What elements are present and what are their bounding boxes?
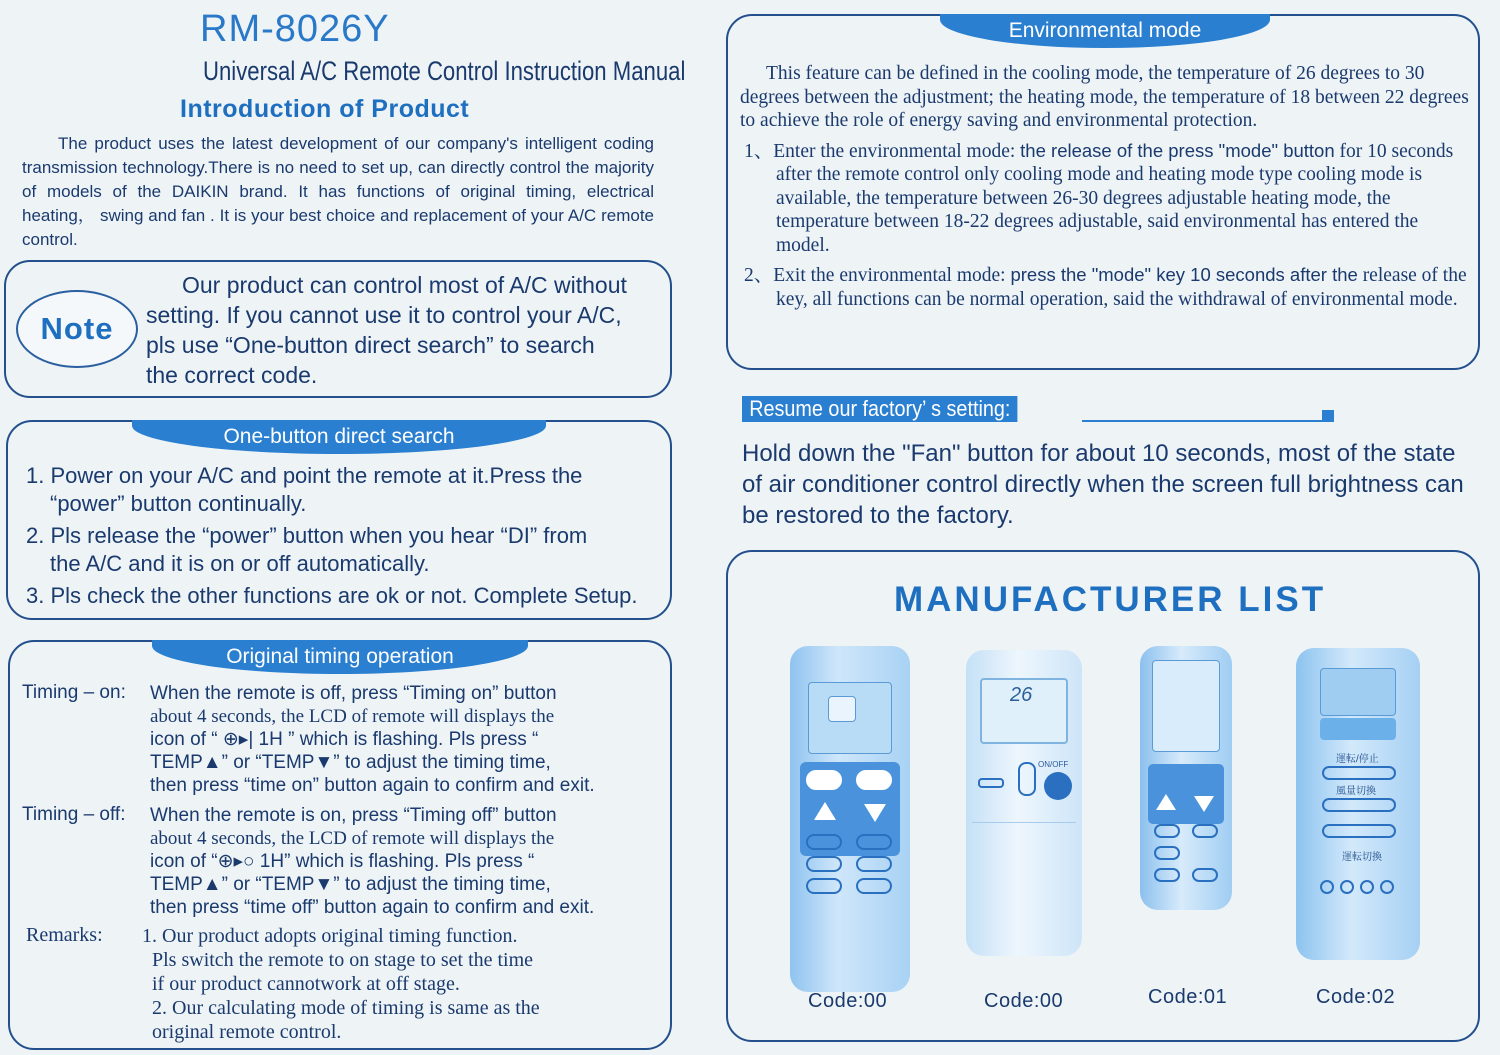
remote-image-1 (790, 646, 910, 992)
lcd-temperature: 26 (1010, 684, 1033, 706)
timing-off-line: TEMP▲” or “TEMP▼” to adjust the timing time, (150, 874, 551, 895)
remote-button (1322, 824, 1396, 838)
timing-off-line: icon of “⊕▸○ 1H” which is flashing. Pls press “ (150, 851, 535, 872)
remote-round-button (1380, 880, 1394, 894)
intro-paragraph (22, 132, 654, 252)
manufacturer-code-1: Code:00 (808, 990, 888, 1012)
remote-lcd (1152, 660, 1220, 752)
temp-down-icon (1194, 796, 1214, 812)
step-emphasis: press the "mode" key 10 seconds after the (1010, 264, 1358, 285)
note-badge: Note (16, 290, 138, 368)
search-step-3: 3. Pls check the other functions are ok or not. Complete Setup. (26, 583, 638, 608)
model-title: RM-8026Y (200, 8, 390, 50)
note-line: pls use “One-button direct search” to search (146, 332, 595, 358)
remote-button (856, 856, 892, 872)
remarks-text (142, 924, 642, 1044)
remark-line: if our product cannotwork at off stage. (152, 973, 460, 995)
environmental-step-1 (740, 139, 1470, 258)
intro-text: The product uses the latest development of our company's intelligent coding transmission technology.There is no need to set up, can directly control the majority of models of the DAIKIN brand. It has functions of original timing, electrical heating， swing and fan . It is your best choice and replacement of your A/C remote control. (22, 134, 654, 249)
search-step-2 (26, 522, 658, 578)
environmental-step-2 (740, 263, 1470, 311)
jp-label-power: 運転/停止 (1336, 754, 1379, 765)
remote-lcd-strip (1320, 718, 1396, 740)
remark-line: 2. Our calculating mode of timing is same as the (152, 997, 540, 1019)
step-prefix: 2、Exit the environmental mode: (744, 265, 1011, 286)
remark-line: Pls switch the remote to on stage to set the time (152, 949, 534, 971)
remote-button (856, 834, 892, 850)
step-rest: for 10 seconds after the remote control only cooling mode and heating mode type cooling mode is available, the temperature between 26-30 degrees adjustable heating mode, the temperature between 18-22 degrees adjustable, said environmental has entered the model. (776, 140, 1454, 256)
remote-button (856, 770, 892, 790)
search-step-line: 2. Pls release the “power” button when you hear “DI” from (26, 523, 588, 548)
onoff-button (1044, 772, 1072, 800)
timing-off-line: When the remote is on, press “Timing off” button (150, 805, 557, 826)
remote-lower-panel (972, 822, 1076, 950)
timing-off-label: Timing – off: (22, 804, 126, 825)
remote-image-2 (966, 650, 1082, 956)
step-emphasis: the release of the press "mode" button (1020, 139, 1335, 161)
timing-on-line: icon of “ ⊕▸| 1H ” which is flashing. Pls press “ (150, 729, 539, 750)
temp-button (1018, 762, 1036, 796)
remote-button (806, 770, 842, 790)
timing-on-line: then press “time on” button again to confirm and exit. (150, 775, 595, 796)
remark-line: original remote control. (152, 1021, 342, 1043)
remote-button (1154, 824, 1180, 838)
timing-on-line: When the remote is off, press “Timing on” button (150, 683, 557, 704)
search-step-line: “power” button continually. (50, 491, 307, 516)
timing-on-line: TEMP▲” or “TEMP▼” to adjust the timing time, (150, 752, 551, 773)
remote-button (856, 878, 892, 894)
resume-section-title: Resume our factory’ s setting: (742, 396, 1018, 422)
remote-button (806, 878, 842, 894)
environmental-section-title: Environmental mode (940, 14, 1270, 48)
environmental-intro: This feature can be defined in the cooling mode, the temperature of 26 degrees to 30 degrees between the adjustment; the heating mode, the temperature of 18 between 22 degrees to achieve the role of energy saving and environmental protection. (740, 63, 1469, 131)
resume-text: Hold down the "Fan" button for about 10 seconds, most of the state of air conditioner control directly when the screen full brightness can be restored to the factory. (742, 440, 1464, 529)
note-line: setting. If you cannot use it to control your A/C, (146, 302, 622, 328)
timing-on-text (150, 682, 658, 797)
remote-button (1322, 766, 1396, 780)
manual-subtitle: Universal A/C Remote Control Instruction Manual (203, 56, 686, 86)
manufacturer-code-4: Code:02 (1316, 986, 1396, 1008)
remote-round-button (1360, 880, 1374, 894)
remote-lcd (1320, 668, 1396, 716)
remote-button (1154, 846, 1180, 860)
temp-up-icon (1156, 794, 1176, 810)
manufacturer-title: MANUFACTURER LIST (894, 580, 1327, 619)
environmental-text (740, 62, 1470, 311)
jp-label-mode: 運転切換 (1342, 852, 1382, 863)
step-prefix: 1、Enter the environmental mode: (744, 140, 1021, 162)
search-step-1 (26, 462, 658, 518)
timing-off-line: then press “time off” button again to confirm and exit. (150, 897, 595, 918)
search-step-line: the A/C and it is on or off automatically. (50, 551, 430, 576)
remote-button (806, 834, 842, 850)
remarks-label: Remarks: (26, 924, 103, 946)
timing-off-text (150, 804, 658, 919)
resume-end-square (1322, 410, 1334, 422)
step-rest: release of the key, all functions can be normal operation, said the withdrawal of environmental mode. (776, 265, 1467, 310)
note-text (146, 270, 656, 390)
remote-button (1192, 868, 1218, 882)
timing-off-line: about 4 seconds, the LCD of remote will displays the (150, 828, 555, 849)
remote-button (1154, 868, 1180, 882)
remote-button (978, 778, 1004, 788)
remote-round-button (1320, 880, 1334, 894)
remote-button (1192, 824, 1218, 838)
timing-section-title: Original timing operation (152, 640, 528, 674)
manufacturer-code-3: Code:01 (1148, 986, 1228, 1008)
search-step-line: 1. Power on your A/C and point the remote at it.Press the (26, 463, 583, 488)
remote-lcd-inner (828, 696, 856, 722)
onoff-label: ON/OFF (1038, 760, 1069, 769)
note-line: Our product can control most of A/C without (182, 272, 627, 298)
manufacturer-code-2: Code:00 (984, 990, 1064, 1012)
remote-button (1322, 798, 1396, 812)
timing-on-line: about 4 seconds, the LCD of remote will displays the (150, 706, 555, 727)
remark-line: 1. Our product adopts original timing function. (142, 925, 518, 947)
search-steps (26, 462, 658, 614)
timing-on-label: Timing – on: (22, 682, 126, 703)
search-section-title: One-button direct search (132, 420, 546, 454)
resume-underline (1082, 420, 1330, 422)
remote-image-4 (1296, 648, 1420, 960)
temp-down-icon (864, 804, 886, 822)
jp-label-fan: 風量切換 (1336, 786, 1376, 797)
remote-round-button (1340, 880, 1354, 894)
note-line: the correct code. (146, 362, 318, 388)
intro-heading: Introduction of Product (180, 95, 470, 123)
temp-up-icon (814, 802, 836, 820)
remote-button (806, 856, 842, 872)
remote-image-3 (1140, 646, 1232, 910)
